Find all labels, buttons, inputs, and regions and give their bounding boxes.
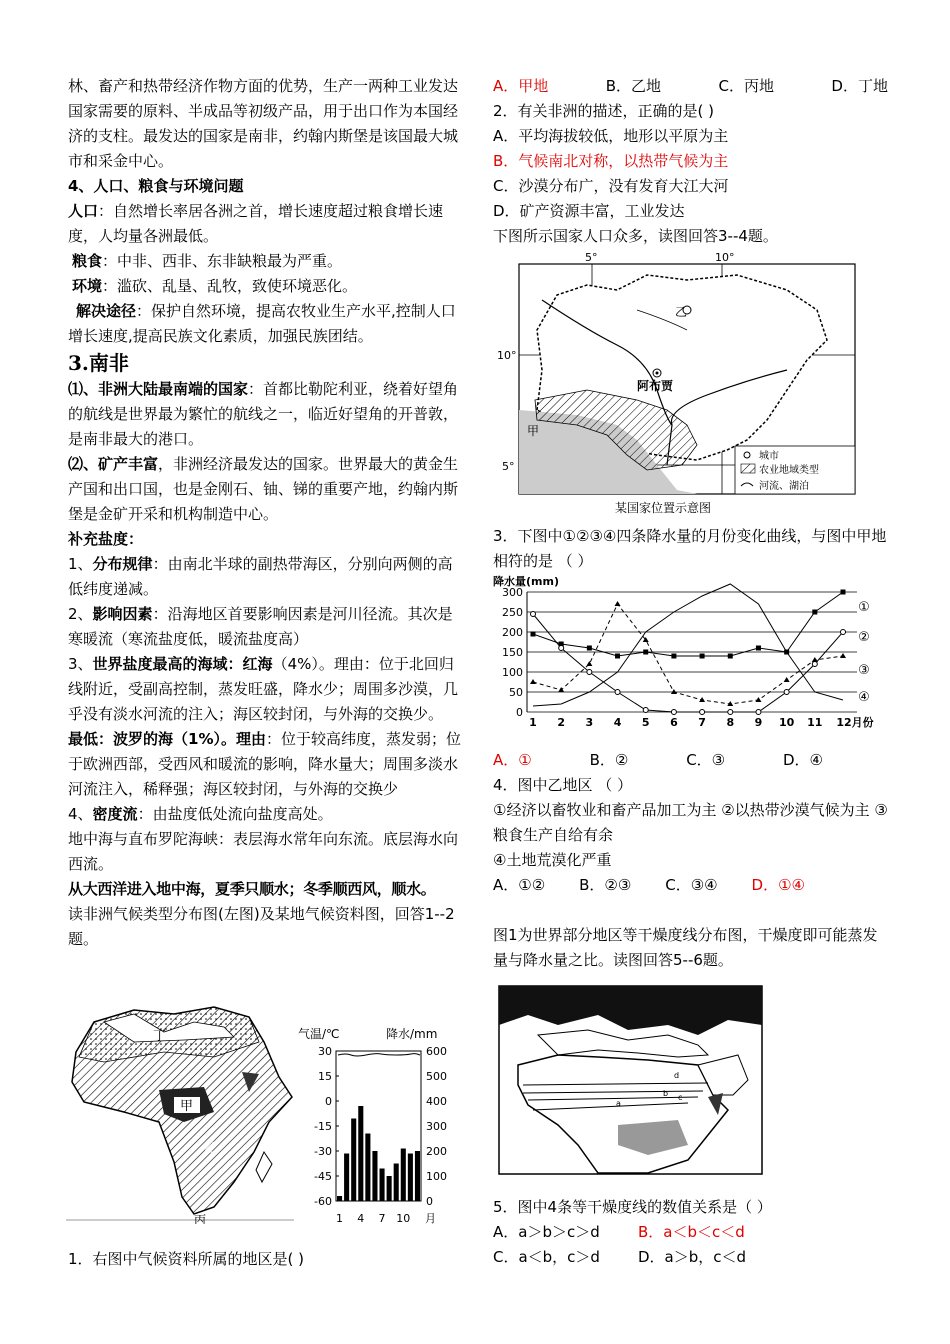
month-tick-label: 1 [336, 1212, 344, 1225]
x-tick-label: 9 [754, 716, 763, 729]
series-point [671, 654, 676, 659]
lon-10-label: 10° [715, 251, 735, 264]
x-tick-label: 3 [585, 716, 594, 729]
salinity-item-3 [68, 652, 463, 727]
series-point [700, 710, 705, 715]
precip-bar [394, 1164, 399, 1202]
precip-bar [372, 1151, 377, 1201]
population-label: 人口 [68, 202, 99, 220]
salinity-title: 补充盐度： [68, 530, 144, 548]
q2-option-b[interactable]: B．气候南北对称，以热带气候为主 [493, 152, 729, 170]
series-point [587, 670, 592, 675]
y-tick-label: 0 [516, 706, 523, 719]
density-num: 4、 [68, 805, 93, 823]
series-line-4 [533, 584, 843, 706]
food-text: ：中非、西非、东非缺粮最为严重。 [102, 252, 343, 270]
series-point [812, 662, 817, 667]
temp-tick-label: -15 [314, 1120, 332, 1133]
prec-tick-label: 600 [426, 1045, 447, 1058]
q2-option-c[interactable]: C．沙漠分布广，没有发育大江大河 [493, 177, 729, 195]
q4-option-b[interactable]: B．②③ [579, 876, 632, 894]
precip-bar [337, 1196, 342, 1201]
south-africa-item-2 [68, 452, 463, 527]
series-point [784, 677, 790, 682]
density-current [68, 802, 463, 827]
q4-option-c[interactable]: C．③④ [665, 876, 718, 894]
mediterranean-text: 地中海与直布罗陀海峡：表层海水常年向东流。底层海水向西流。 [68, 830, 459, 873]
month-tick-label: 4 [357, 1212, 365, 1225]
x-tick-label: 5 [641, 716, 650, 729]
salinity-lowest-text: ：位于较高纬度，蒸发弱；位于欧洲西部，受西风和暖流的影响，降水量大；周围多淡水河流注入，稀释强；海区较封闭，与外海的交换少 [68, 730, 461, 798]
series-line-2 [533, 614, 843, 712]
solution-label: 解决途径 [76, 302, 137, 320]
precip-bar [387, 1176, 392, 1201]
q1-option-c[interactable]: C．丙地 [718, 77, 774, 95]
y-tick-label: 50 [509, 686, 523, 699]
prec-tick-label: 200 [426, 1145, 447, 1158]
temp-tick-label: -30 [314, 1145, 332, 1158]
heading-south-africa: 3.南非 [68, 351, 129, 375]
series-point [728, 710, 733, 715]
series-point [841, 630, 846, 635]
chart-series [530, 584, 871, 715]
intro-5-6: 图1为世界部分地区等干燥度线分布图，干燥度即可能蒸发量与降水量之比。读图回答5--6题。 [493, 926, 878, 969]
prec-tick-label: 0 [426, 1195, 433, 1208]
x-tick-label: 7 [698, 716, 706, 729]
precip-bar [401, 1149, 406, 1202]
series-point [615, 601, 621, 606]
population-item [68, 199, 463, 249]
right-column-q3 [493, 524, 888, 574]
south-africa-item-1 [68, 377, 463, 452]
climate-bars [337, 1106, 420, 1201]
q5-option-b[interactable]: B．a＜b＜c＜d [638, 1223, 745, 1241]
salinity-num-1: 1、 [68, 555, 93, 573]
south-africa-label-1: ⑴、非洲大陆最南端的国家 [68, 380, 249, 398]
legend-river-label: 河流、湖泊 [759, 481, 809, 492]
ding-label: 丁 [153, 1029, 167, 1044]
density-text: ：由盐度低处流向盐度高处。 [137, 805, 333, 823]
q3-option-c[interactable]: C．③ [686, 751, 726, 769]
x-tick-label: 2 [557, 716, 566, 729]
right-column [493, 74, 888, 249]
q5-options-row1 [493, 1220, 888, 1245]
environment-label: 环境 [72, 277, 103, 295]
x-tick-label: 1 [529, 716, 537, 729]
salinity-label-3: 世界盐度最高的海域：红海 [92, 655, 273, 673]
map-caption: 某国家位置示意图 [615, 501, 712, 515]
salinity-text-3: （4%）。理由：位于北回归线附近，受副高控制，蒸发旺盛，降水少；周围多沙漠，几乎没有淡水河流的注入；海区较封闭，与外海的交换少。 [68, 655, 459, 723]
precip-bar [380, 1169, 385, 1202]
salinity-lowest-label: 最低：波罗的海（1%）。理由 [68, 730, 266, 748]
precip-bar [365, 1134, 370, 1202]
series-point [531, 632, 536, 637]
series-point [812, 610, 817, 615]
salinity-item-2 [68, 602, 463, 652]
salinity-text-2: ：沿海地区首要影响因素是河川径流。其次是寒暖流（寒流盐度低，暖流盐度高） [68, 605, 453, 648]
solution-item [68, 299, 463, 349]
series-point [615, 690, 620, 695]
prec-tick-label: 100 [426, 1170, 447, 1183]
isoline-c-label: c [678, 1093, 683, 1102]
isoline-b-label: b [663, 1089, 669, 1098]
q1-option-d[interactable]: D．丁地 [831, 77, 888, 95]
heading-population: 4、人口、粮食与环境问题 [68, 177, 244, 195]
bing-label: 丙 [194, 1213, 207, 1224]
q5-options-row2 [493, 1245, 888, 1270]
series-point [699, 697, 705, 702]
salinity-label-2: 影响因素 [92, 605, 153, 623]
question-1: 1．右图中气候资料所属的地区是( ) [68, 1250, 305, 1268]
x-tick-label: 10 [778, 716, 795, 729]
temperature-curve [338, 1054, 420, 1056]
series-line-3 [533, 604, 843, 704]
q4-option-a[interactable]: A．①② [493, 876, 546, 894]
q5-option-a[interactable]: A．a＞b＞c＞d [493, 1223, 600, 1241]
y-tick-label: 250 [502, 606, 523, 619]
country-location-map [497, 250, 857, 520]
precip-bar [351, 1119, 356, 1202]
bold-note: 从大西洋进入地中海，夏季只顺水；冬季顺西风，顺水。 [68, 880, 436, 898]
series-point [812, 657, 818, 662]
series-point [840, 653, 846, 658]
climate-month-ticks [336, 1212, 410, 1225]
series-point [615, 654, 620, 659]
population-text: ：自然增长率居各洲之首，增长速度超过粮食增长速度，人均量各洲最低。 [68, 202, 444, 245]
y-tick-label: 100 [502, 666, 523, 679]
x-tick-label: 11 [807, 716, 823, 729]
legend-agri-label: 农业地域类型 [759, 465, 819, 476]
salinity-text-1: ：由南北半球的副热带海区，分别向两侧的高低纬度递减。 [68, 555, 453, 598]
africa-climate-map [64, 1002, 296, 1224]
intro-3-4: 下图所示国家人口众多，读图回答3--4题。 [493, 227, 778, 245]
question-4: 4．图中乙地区 （ ） [493, 776, 633, 794]
q4-statements: ①经济以畜牧业和畜产品加工为主 ②以热带沙漠气候为主 ③粮食生产自给有余 [493, 801, 888, 844]
q3-option-d[interactable]: D．④ [782, 751, 823, 769]
q4-statement-4: ④土地荒漠化严重 [493, 851, 612, 869]
salinity-num-3: 3、 [68, 655, 93, 673]
environment-text: ：滥砍、乱垦、乱牧，致使环境恶化。 [102, 277, 358, 295]
abuja-dot [656, 372, 659, 375]
q2-option-d[interactable]: D．矿产资源丰富，工业发达 [493, 202, 685, 220]
chart-y-label: 降水量(mm) [493, 575, 559, 588]
south-africa-label-2: ⑵、矿产丰富 [68, 455, 159, 473]
temp-tick-label: -45 [314, 1170, 332, 1183]
q1-option-b[interactable]: B．乙地 [605, 77, 662, 95]
spacer [493, 898, 888, 923]
q5-option-c[interactable]: C．a＜b，c＞d [493, 1248, 600, 1266]
lon-5-label: 5° [585, 251, 598, 264]
q4-options [493, 873, 805, 898]
isoline-a-label: a [616, 1099, 621, 1108]
x-tick-label: 4 [613, 716, 622, 729]
y-tick-label: 150 [502, 646, 523, 659]
right-column-q5 [493, 1195, 888, 1270]
temperature-axis-label: 气温/℃ [298, 1027, 340, 1041]
series-point [756, 710, 761, 715]
isoline-d-label: d [674, 1071, 680, 1080]
precip-bar [415, 1151, 420, 1201]
q3-options [493, 748, 823, 773]
series-point [728, 654, 733, 659]
series-point [784, 690, 789, 695]
prec-tick-label: 300 [426, 1120, 447, 1133]
question-2: 2．有关非洲的描述，正确的是( ) [493, 102, 715, 120]
q2-option-a[interactable]: A．平均海拔较低，地形以平原为主 [493, 127, 729, 145]
series-point [841, 590, 846, 595]
temp-tick-label: -60 [314, 1195, 332, 1208]
country-yi-label: 乙 [675, 305, 688, 319]
salinity-item-1 [68, 552, 463, 602]
precipitation-axis-label: 降水/mm [386, 1027, 438, 1041]
x-tick-label: 6 [670, 716, 678, 729]
series-point [700, 654, 705, 659]
density-label: 密度流 [92, 805, 138, 823]
prec-tick-label: 400 [426, 1095, 447, 1108]
series-point [559, 646, 564, 651]
x-tick-label: 12月份 [836, 716, 874, 729]
read-instruction: 读非洲气候类型分布图(左图)及某地气候资料图，回答1--2题。 [68, 905, 455, 948]
precip-bar [408, 1154, 413, 1202]
salinity-num-2: 2、 [68, 605, 93, 623]
question-5: 5．图中4条等干燥度线的数值关系是（ ） [493, 1198, 772, 1216]
lat-5-label: 5° [502, 460, 515, 473]
precip-bar [344, 1154, 349, 1202]
chart-grid [502, 586, 857, 719]
environment-item [68, 274, 463, 299]
series-label: ① [858, 600, 870, 615]
temp-tick-label: 15 [318, 1070, 332, 1083]
south-africa-text-1: ：首都比勒陀利亚，绕着好望角的航线是世界最为繁忙的航线之一，临近好望角的开普敦，是南非最大的港口。 [68, 380, 459, 448]
precipitation-line-chart [493, 574, 893, 734]
q3-option-a[interactable]: A．① [493, 751, 532, 769]
series-point [755, 697, 761, 702]
salinity-label-1: 分布规律 [92, 555, 153, 573]
series-point [586, 661, 592, 666]
aridity-map [498, 985, 763, 1175]
precip-bar [358, 1106, 363, 1201]
lat-10-label: 10° [497, 349, 517, 362]
y-tick-label: 300 [502, 586, 523, 599]
month-tick-label: 10 [396, 1212, 411, 1225]
month-tick-label: 7 [378, 1212, 386, 1225]
food-label: 粮食 [72, 252, 103, 270]
q4-option-d[interactable]: D．①④ [751, 876, 805, 894]
legend-city-label: 城市 [759, 451, 779, 462]
question-3: 3．下图中①②③④四条降水量的月份变化曲线，与图中甲地相符的是 （ ） [493, 527, 887, 570]
q3-option-b[interactable]: B．② [589, 751, 629, 769]
temp-tick-label: 30 [318, 1045, 332, 1058]
temp-tick-label: 0 [325, 1095, 332, 1108]
series-point [558, 687, 564, 692]
series-line-1 [533, 592, 843, 656]
prec-tick-label: 500 [426, 1070, 447, 1083]
series-label: ④ [858, 690, 870, 705]
x-tick-label: 8 [726, 716, 735, 729]
y-tick-label: 200 [502, 626, 523, 639]
series-point [671, 710, 676, 715]
series-label: ③ [858, 663, 870, 678]
country-jia-label: 甲 [527, 424, 540, 438]
chart-x-ticks [529, 715, 873, 729]
legend-agri-icon [741, 464, 755, 473]
series-point [643, 650, 648, 655]
q1-option-a[interactable]: A．甲地 [493, 77, 549, 95]
q5-option-d[interactable]: D．a＞b，c＜d [638, 1248, 747, 1266]
series-point [530, 679, 536, 684]
yi-label: 乙 [204, 1141, 218, 1156]
food-item [68, 249, 463, 274]
month-unit-label: 月 [425, 1212, 436, 1225]
jia-label: 甲 [180, 1099, 194, 1114]
climate-chart [296, 1024, 456, 1226]
left-column [68, 74, 463, 952]
series-point [643, 708, 648, 713]
madagascar [256, 1152, 272, 1182]
series-label: ② [858, 630, 870, 645]
solution-text: ：保护自然环境，提高农牧业生产水平,控制人口增长速度,提高民族文化素质，加强民族团结。 [68, 302, 456, 345]
series-point [671, 689, 677, 694]
abuja-label: 阿布贾 [637, 379, 674, 393]
right-column-lower [493, 748, 888, 973]
south-africa-text-2: ，非洲经济最发达的国家。世界最大的黄金生产国和出口国，也是金刚石、铀、锑的重要产地，约翰内斯堡是金矿开采和机构制造中心。 [68, 455, 459, 523]
series-point [587, 646, 592, 651]
salinity-lowest [68, 727, 463, 802]
series-point [756, 646, 761, 651]
series-point [531, 612, 536, 617]
q1-options [493, 74, 888, 99]
paragraph-economy: 林、畜产和热带经济作物方面的优势，生产一两种工业发达国家需要的原料、半成品等初级产品，用于出口作为本国经济的支柱。最发达的国家是南非，约翰内斯堡是该国最大城市和采金中心。 [68, 77, 459, 170]
